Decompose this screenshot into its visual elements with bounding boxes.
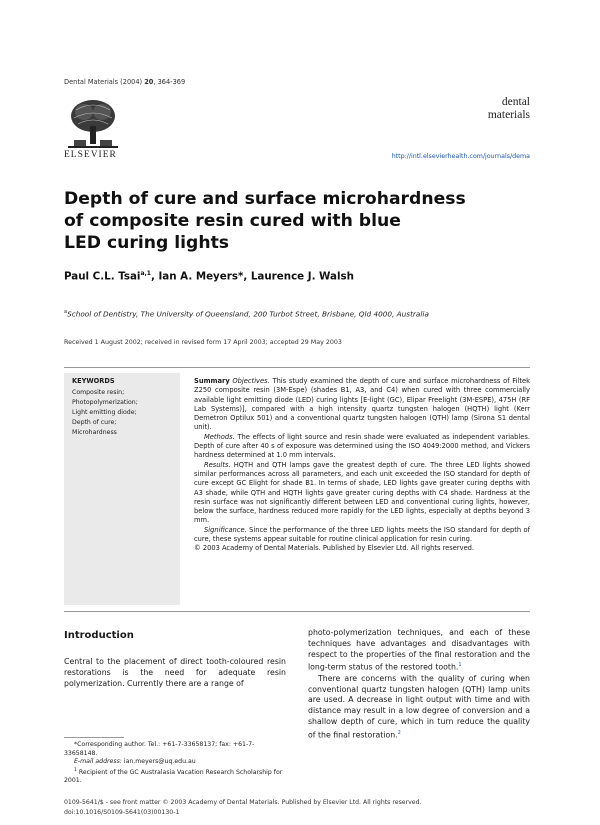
keyword: Photopolymerization; bbox=[72, 399, 138, 406]
section-heading-introduction: Introduction bbox=[64, 630, 134, 641]
journal-citation: Dental Materials (2004) 20, 364-369 bbox=[64, 78, 186, 86]
footnote-1: $^1$ Recipient of the GC Australasia Vacation Research Scholarship for 2001. bbox=[64, 767, 283, 785]
abstract-results: Results. HQTH and QTH lamps gave the greatest depth of cure. The three LED lights showed similar performances across all parameters, and each unit exceeded the ISO standard for depth of cure except GC Elight for shade B1. In terms of shade, LED lights gave greater curing depths with A3 shade, while QTH and HQTH lights gave greater curing depths with C4 shade. Hardness at the resin surface was not significantly different between LED and conventional curing lights, however, below the surface, hardness reduced more rapidly for the LED lights, especially at depths beyond 3 mm. bbox=[194, 460, 530, 525]
journal-logo-text: dental materials bbox=[487, 96, 530, 121]
intro-paragraph: There are concerns with the quality of curing when conventional quartz tungsten halogen (QTH) lamp units are used. A decrease in light output with time and with distance may result in a low degree of conversion and a shallow depth of cure, which in turn reduce the quality of the final restoration.$^2$ bbox=[308, 673, 530, 740]
article-dates: Received 1 August 2002; received in revised form 17 April 2003; accepted 29 May 2003 bbox=[64, 339, 342, 346]
footnotes bbox=[64, 741, 286, 786]
abstract-significance: Significance. Since the performance of the three LED lights meets the ISO standard for depth of cure, these systems appear suitable for routine clinical application for resin curing. bbox=[194, 525, 530, 544]
keyword: Composite resin; bbox=[72, 389, 125, 396]
keywords-list bbox=[72, 388, 138, 438]
keyword: Depth of cure; bbox=[72, 419, 117, 426]
citation-ref[interactable]: 1 bbox=[458, 662, 462, 669]
top-divider bbox=[64, 367, 530, 368]
footnote-corresponding: *Corresponding author. Tel.: +61-7-33658137; fax: +61-7-33658148. bbox=[64, 741, 255, 757]
footnote-email: E-mail address: ian.meyers@uq.edu.au bbox=[74, 758, 196, 766]
intro-paragraph: photo-polymerization techniques, and each of these techniques have advantages and disadvantages with respect to the properties of the final restoration and the long-term status of the restored tooth.$^1$ bbox=[308, 628, 530, 672]
keywords-title: KEYWORDS bbox=[72, 377, 115, 385]
affiliation: $^a$School of Dentistry, The University of Queensland, 200 Turbot Street, Brisbane, Qld 4000, Australia bbox=[64, 309, 429, 319]
footer-copyright: 0109-5641/$ - see front matter © 2003 Academy of Dental Materials. Published by Elsevier Ltd. All rights reserved. bbox=[64, 799, 422, 806]
citation-ref[interactable]: 2 bbox=[397, 729, 401, 736]
keyword: Microhardness bbox=[72, 429, 117, 436]
keyword: Light emitting diode; bbox=[72, 409, 137, 416]
intro-paragraph-left: Central to the placement of direct tooth-coloured resin restorations is the need for adequate resin polymerization. Currently there are a range of bbox=[64, 657, 286, 688]
journal-url-link[interactable]: http://intl.elsevierhealth.com/journals/dema bbox=[391, 153, 530, 160]
footnote-divider bbox=[64, 737, 124, 738]
abstract-copyright: © 2003 Academy of Dental Materials. Published by Elsevier Ltd. All rights reserved. bbox=[194, 544, 475, 553]
publisher-name: ELSEVIER bbox=[64, 150, 117, 160]
abstract-methods: Methods. The effects of light source and resin shade were evaluated as independent variables. Depth of cure after 40 s of exposure was determined using the ISO 4049:2000 method, and Vickers hardness determined at 1.0 mm intervals. bbox=[194, 432, 530, 460]
intro-column-right bbox=[308, 628, 530, 741]
footer-doi: doi:10.1016/S0109-5641(03)00130-1 bbox=[64, 809, 180, 816]
elsevier-tree-logo bbox=[64, 96, 122, 158]
author-list: Paul C.L. Tsai$^{a,1}$, Ian A. Meyers*, Laurence J. Walsh bbox=[64, 270, 354, 283]
article-title: Depth of cure and surface microhardness of composite resin cured with blue LED curing lights bbox=[64, 189, 466, 253]
abstract-objectives: Summary Objectives. This study examined the depth of cure and surface microhardness of Filtek Z250 composite resin (3M-Espe) (shades B1, A3, and C4) when cured with three commercially available light emitting diode (LED) curing lights [E-light (GC), Elipar Freelight (3M-ESPE), 475H (RF Lab Systems)], compared with a high intensity quartz tungsten halogen (HQTH) light (Kerr Demetron Optilux 501) and a conventional quartz tungsten halogen (QTH) lamp (Sirona S1 dental unit). bbox=[194, 377, 530, 432]
abstract bbox=[194, 377, 530, 554]
abstract-divider bbox=[64, 611, 530, 612]
